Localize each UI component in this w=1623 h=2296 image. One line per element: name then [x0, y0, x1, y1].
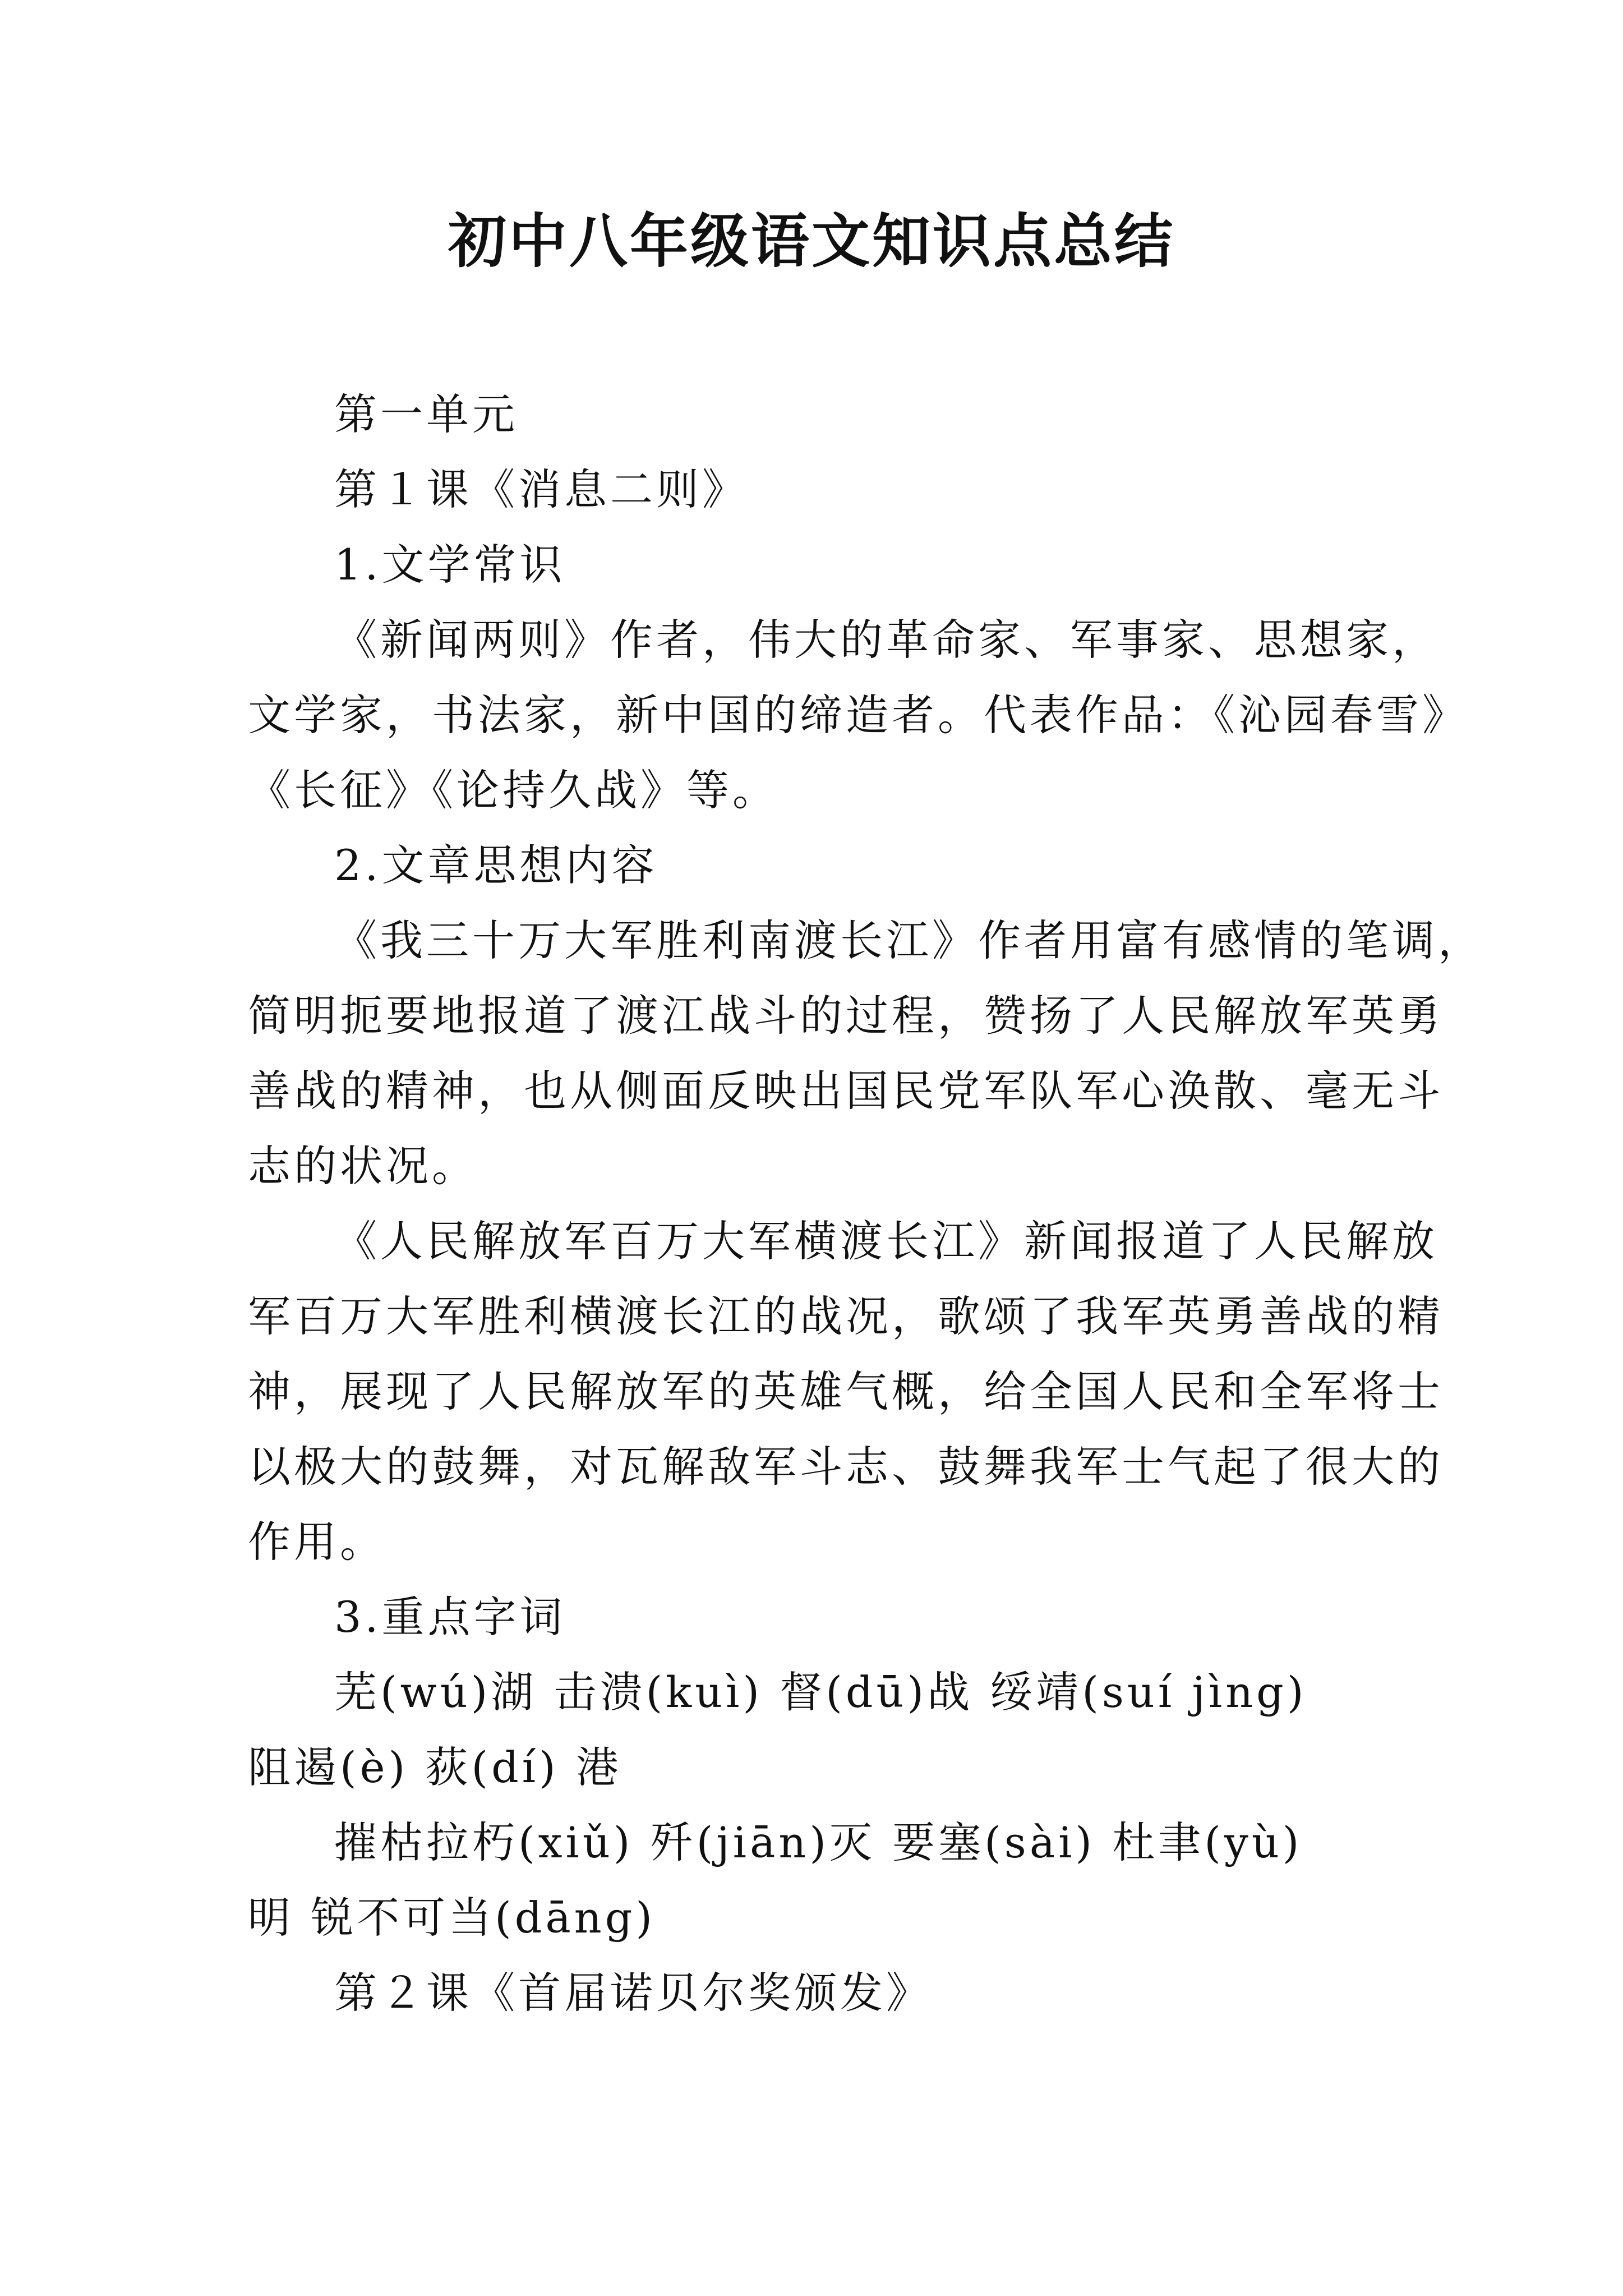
paragraph-line: 军百万大军胜利横渡长江的战况，歌颂了我军英勇善战的精	[248, 1291, 1444, 1341]
paragraph-line: 神，展现了人民解放军的英雄气概，给全国人民和全军将士	[248, 1366, 1444, 1416]
section-heading: 2.文章思想内容	[334, 840, 658, 890]
vocabulary-line: 阻遏(è) 荻(dí) 港	[248, 1742, 622, 1792]
section-heading: 1.文学常识	[334, 540, 566, 590]
unit-heading: 第一单元	[334, 389, 518, 439]
vocabulary-line: 芜(wú)湖 击溃(kuì) 督(dū)战 绥靖(suí jìng)	[334, 1667, 1307, 1717]
paragraph-line: 以极大的鼓舞，对瓦解敌军斗志、鼓舞我军士气起了很大的	[248, 1442, 1444, 1492]
paragraph-line: 作用。	[248, 1517, 386, 1567]
document-title: 初中八年级语文知识点总结	[448, 206, 1175, 275]
lesson-heading: 第１课《消息二则》	[334, 464, 748, 514]
paragraph-line: 《人民解放军百万大军横渡长江》新闻报道了人民解放	[334, 1216, 1438, 1266]
paragraph-line: 《我三十万大军胜利南渡长江》作者用富有感情的笔调，	[334, 915, 1484, 965]
lesson-heading: 第２课《首届诺贝尔奖颁发》	[334, 1968, 932, 2018]
section-heading: 3.重点字词	[334, 1592, 566, 1642]
paragraph-line: 简明扼要地报道了渡江战斗的过程，赞扬了人民解放军英勇	[248, 991, 1444, 1041]
vocabulary-line: 明 锐不可当(dāng)	[248, 1893, 656, 1943]
paragraph-line: 《新闻两则》作者，伟大的革命家、军事家、思想家，	[334, 615, 1438, 665]
paragraph-line: 志的状况。	[248, 1141, 478, 1191]
paragraph-line: 《长征》《论持久战》等。	[248, 765, 778, 815]
paragraph-line: 善战的精神，也从侧面反映出国民党军队军心涣散、毫无斗	[248, 1066, 1444, 1116]
paragraph-line: 文学家，书法家，新中国的缔造者。代表作品：《沁园春雪》	[248, 690, 1468, 740]
vocabulary-line: 摧枯拉朽(xiǔ) 歼(jiān)灭 要塞(sài) 杜聿(yù)	[334, 1818, 1303, 1867]
